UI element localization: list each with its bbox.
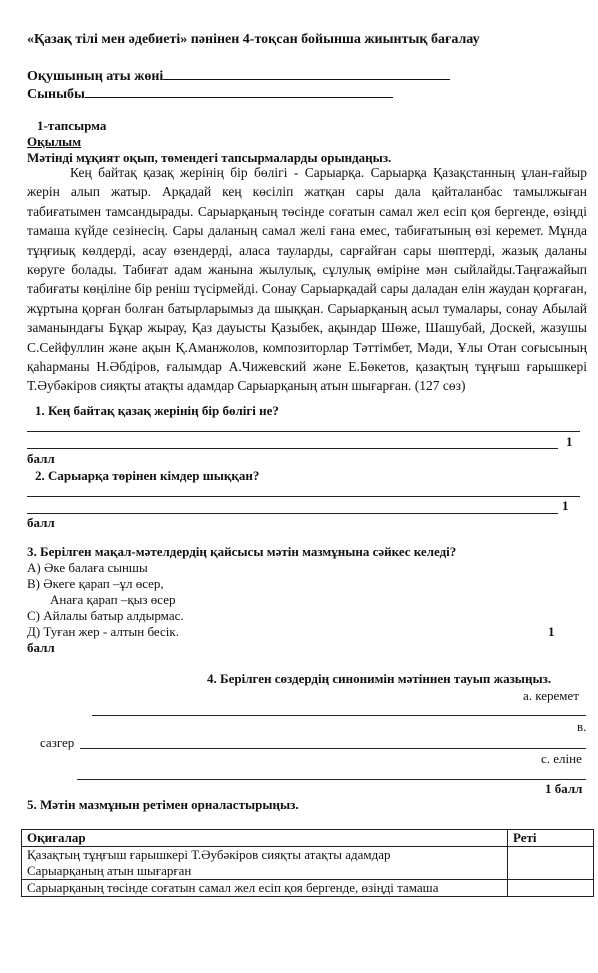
q4-word-c: с. еліне	[541, 751, 582, 766]
order-cell-1[interactable]	[508, 847, 594, 880]
events-order-table	[21, 829, 594, 897]
q2-unit: балл	[27, 515, 55, 530]
q3-option-c[interactable]: С) Айлалы батыр алдырмас.	[27, 608, 184, 623]
event-cell-1	[22, 847, 508, 880]
order-cell-2[interactable]	[508, 880, 594, 897]
q1-points: 1	[566, 434, 573, 449]
table-header-row	[22, 830, 594, 847]
answer-line-4b[interactable]	[80, 748, 586, 749]
q3-option-a[interactable]: А) Әке балаға сыншы	[27, 560, 148, 575]
student-name-field[interactable]	[163, 67, 450, 80]
header-events: Оқиғалар	[22, 830, 508, 847]
student-class-row	[27, 85, 393, 103]
page-title: «Қазақ тілі мен әдебиеті» пәнінен 4-тоқсан бойынша жиынтық бағалау	[27, 32, 480, 47]
q3-unit: балл	[27, 640, 55, 655]
question-4: 4. Берілген сөздердің синонимін мәтіннен тауып жазыңыз.	[207, 671, 552, 686]
question-5: 5. Мәтін мазмұнын ретімен орналастырыңыз.	[27, 797, 299, 812]
header-order: Реті	[508, 830, 594, 847]
q3-points: 1	[548, 624, 555, 639]
q4-word-b-value: сазгер	[40, 735, 75, 750]
answer-line-2b[interactable]	[27, 513, 558, 514]
q1-unit: балл	[27, 451, 55, 466]
question-2: 2. Сарыарқа төрінен кімдер шыққан?	[35, 468, 260, 483]
event-1-line-2: Сарыарқаның атын шығарған	[27, 863, 192, 878]
answer-line-4a[interactable]	[92, 715, 586, 716]
question-1: 1. Кең байтақ қазақ жерінің бір бөлігі не?	[35, 403, 279, 418]
q2-points: 1	[562, 498, 569, 513]
q3-option-d[interactable]: Д) Туған жер - алтын бесік.	[27, 624, 179, 639]
q4-points: 1 балл	[545, 781, 583, 796]
q3-option-b-line2: Анаға қарап –қыз өсер	[50, 592, 176, 607]
event-cell-2: Сарыарқаның төсінде соғатын самал жел есіп қоя бергенде, өзіңді тамаша	[22, 880, 508, 897]
reading-passage: Кең байтақ қазақ жерінің бір бөлігі - Сарыарқа. Сарыарқа Қазақстанның ұлан-ғайыр жерін алып жатыр. Арқадай кең көсіліп жатқан сары дала қайталанбас тамылжыған табиғатымен тамсандырады. Сарыарқаның төсінде соғатын самал жел есіп қоя бергенде, өзіңді тамаша күйде сезінесің. Сары даланың самал желі ғана емес, табиғатының өзі керемет. Мұнда тұңғиық көлдерді, асау өзендерді, аласа тауларды, сарғайған сары шөптерді, жазық даланы көруге болады. Табиғат адам жанына жылулық, сұлулық өміріне мән сыйлайды.Таңғажайып табиғаты көңіліне бір реніш түсірмейді. Сонау Сарыарқадай сары даладан елін жаудан қорғаған, жұртына қорған болған батырларымыз да шыққан. Сарыарқаның асыл тумалары, сонау Абылай заманындағы Бұқар жырау, Қаз дауысты Қазыбек, ақындар Шөже, Шашубай, Доскей, жазушы С.Сейфуллин және ақын Қ.Аманжолов, композиторлар Тәттімбет, Мәди, Ұлы Отан соғысының қаһарманы Н.Әбдіров, ғалымдар А.Чижевский және Е.Бөкетов, қазақтың тұңғыш ғарышкері Т.Әубәкіров сияқты атақты адамдар Сарыарқаның атын шығарған. (127 сөз)	[27, 165, 587, 394]
question-3: 3. Берілген мақал-мәтелдердің қайсысы мәтін мазмұнына сәйкес келеді?	[27, 544, 457, 559]
task-label: 1-тапсырма	[37, 118, 107, 133]
table-row	[22, 847, 594, 880]
answer-line-1b[interactable]	[27, 448, 558, 449]
student-class-field[interactable]	[85, 85, 393, 98]
section-title: Оқылым	[27, 134, 82, 149]
q4-word-a: а. керемет	[523, 688, 579, 703]
answer-line-4c[interactable]	[77, 779, 586, 780]
student-class-label: Сыныбы	[27, 87, 85, 102]
instruction: Мәтінді мұқият оқып, төмендегі тапсырмаларды орындаңыз.	[27, 150, 392, 165]
event-1-line-1: Қазақтың тұңғыш ғарышкері Т.Әубәкіров сияқты атақты адамдар	[27, 847, 391, 862]
q3-option-b[interactable]: В) Әкеге қарап –ұл өсер,	[27, 576, 164, 591]
table-row	[22, 880, 594, 897]
student-name-label: Оқушының аты жөні	[27, 69, 164, 84]
answer-line-1a[interactable]	[27, 431, 580, 432]
answer-line-2a[interactable]	[27, 496, 580, 497]
q4-word-b: в.	[577, 719, 587, 734]
student-name-row	[27, 67, 450, 85]
